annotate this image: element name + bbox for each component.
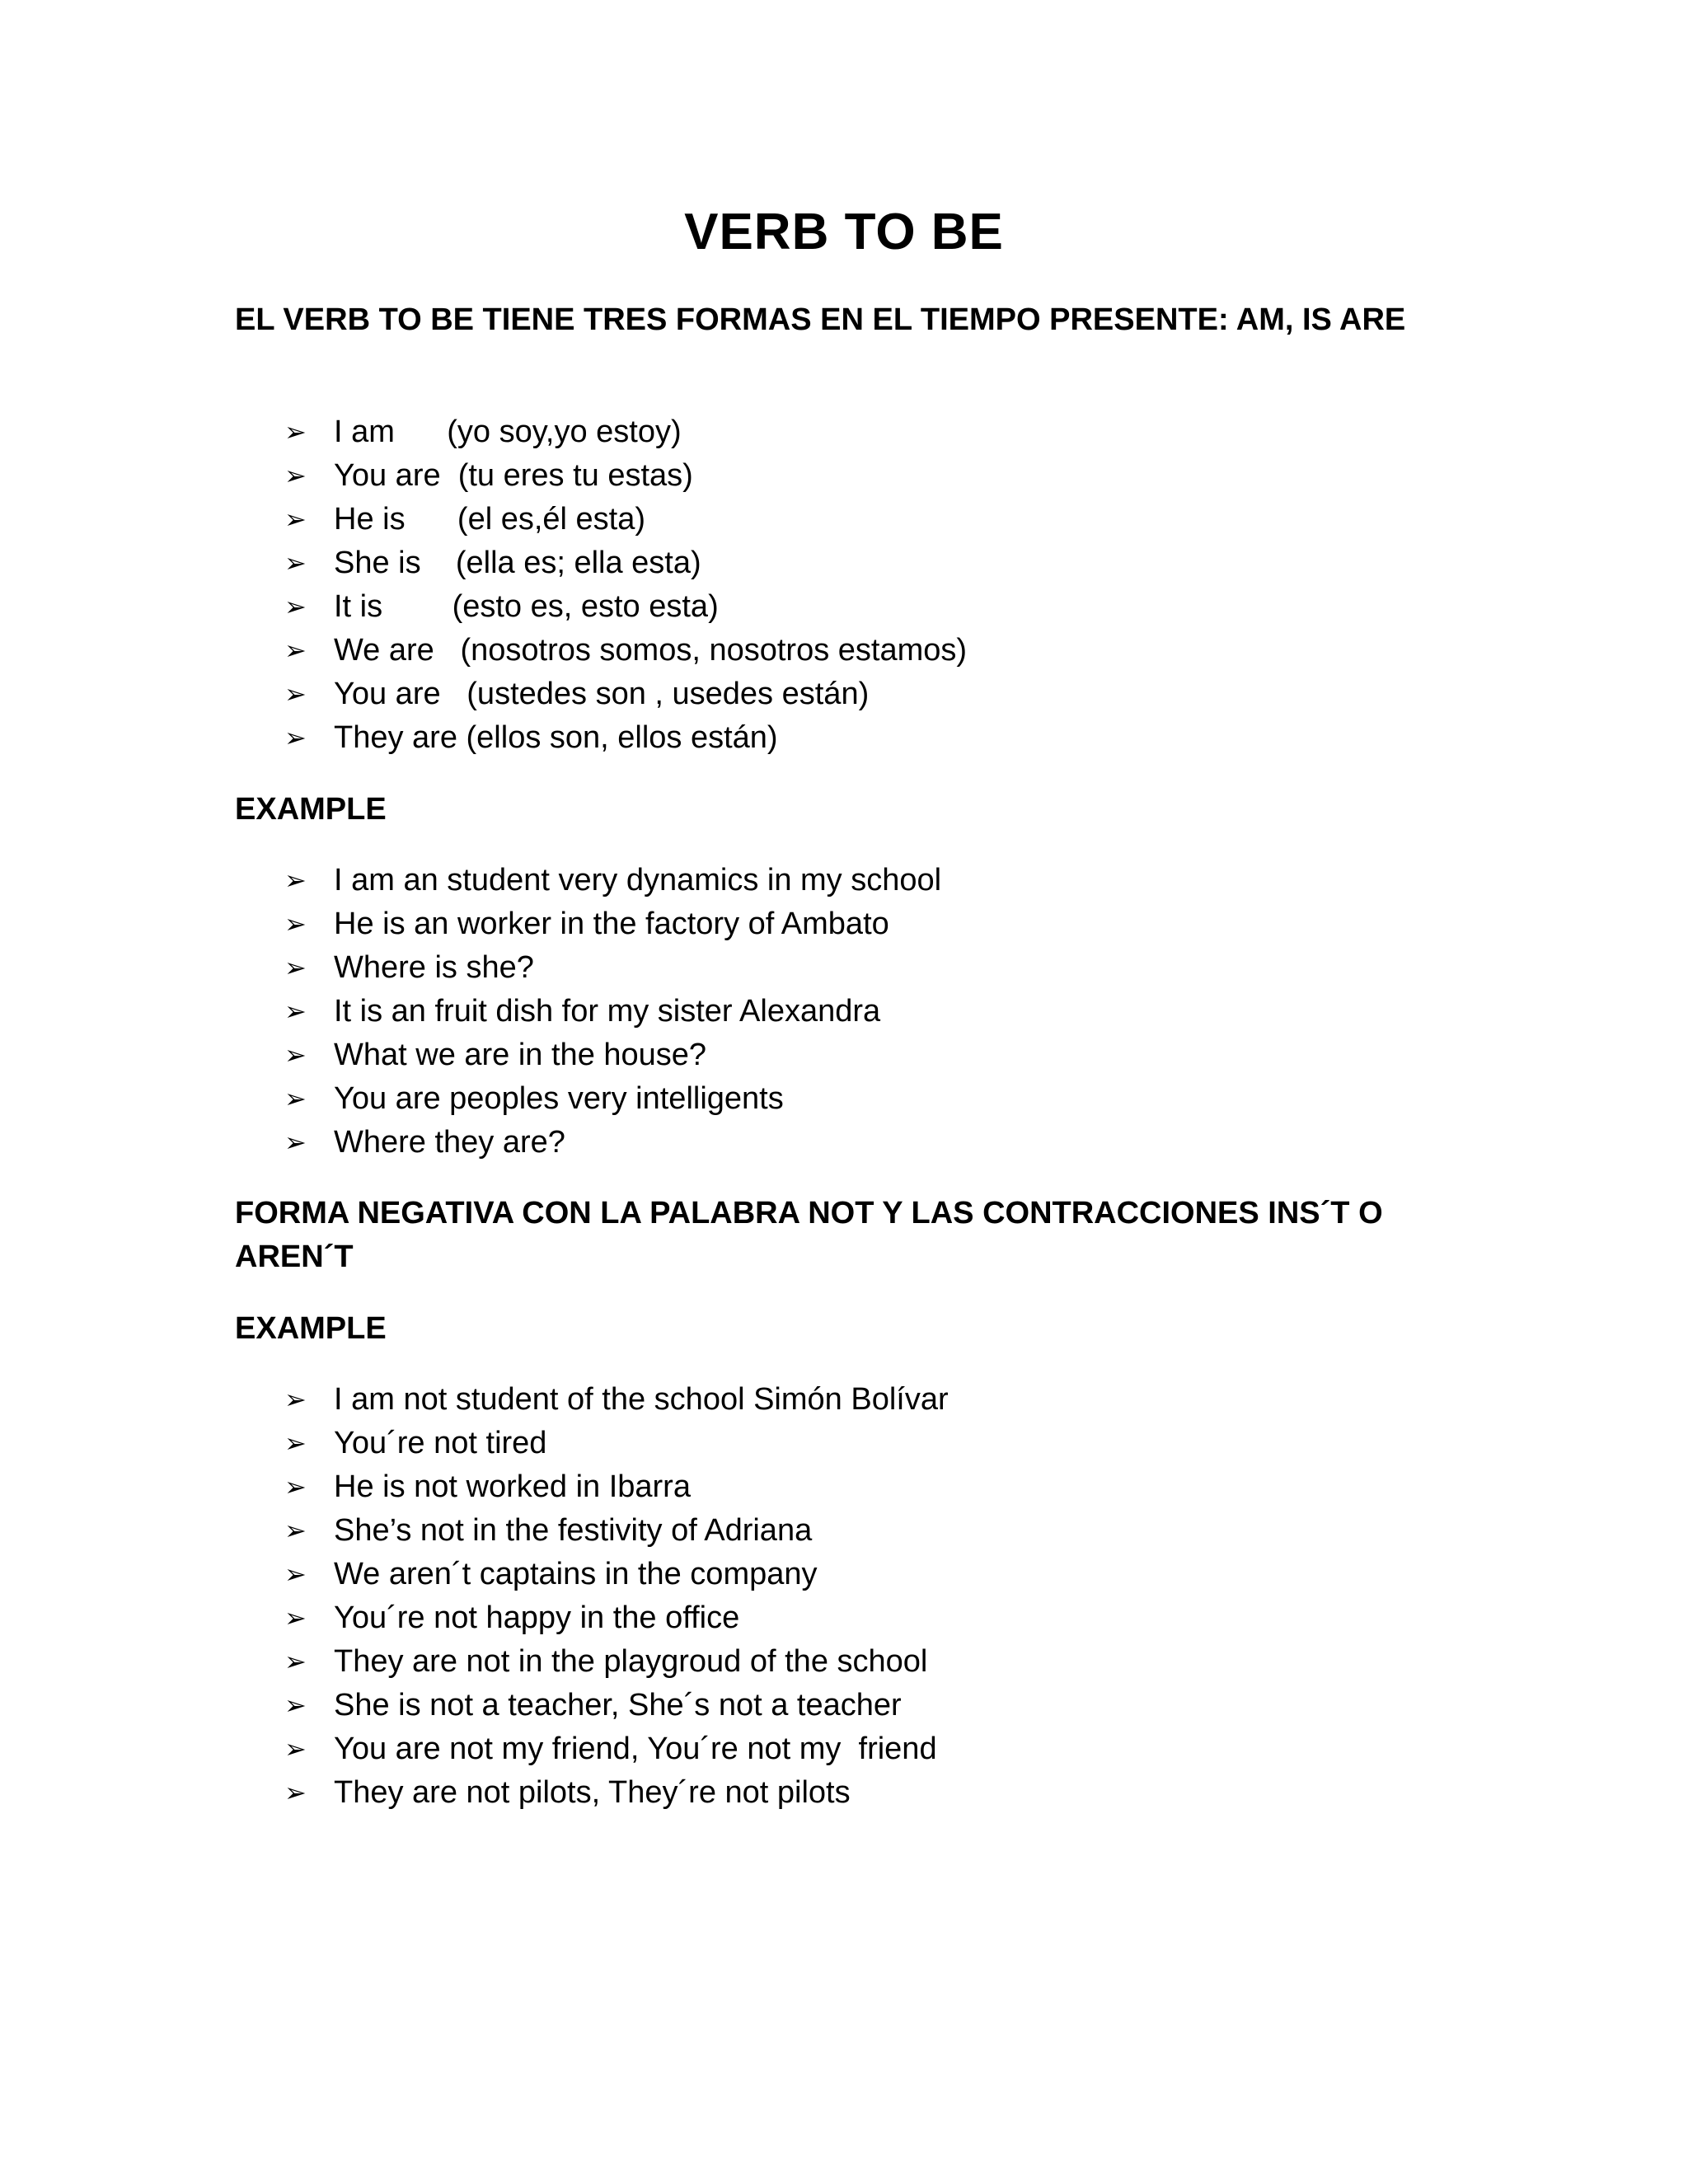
negative-form-heading: FORMA NEGATIVA CON LA PALABRA NOT Y LAS CONTRACCIONES INS´T O AREN´T [235, 1196, 1383, 1274]
arrow-bullet-icon: ➢ [284, 1127, 307, 1157]
arrow-bullet-icon: ➢ [284, 1385, 307, 1414]
list-item-text: I am an student very dynamics in my school [334, 863, 942, 898]
arrow-bullet-icon: ➢ [284, 723, 307, 752]
list-item-text: They are not in the playgroud of the school [334, 1644, 928, 1679]
arrow-bullet-icon: ➢ [284, 1647, 307, 1676]
arrow-bullet-icon: ➢ [284, 1084, 307, 1113]
intro-heading: EL VERB TO BE TIENE TRES FORMAS EN EL TIEMPO PRESENTE: AM, IS ARE [235, 302, 1406, 337]
example-heading-affirmative: EXAMPLE [235, 792, 387, 827]
list-item-text: You are (ustedes son , usedes están) [334, 677, 870, 711]
arrow-bullet-icon: ➢ [284, 461, 307, 490]
list-item-text: She’s not in the festivity of Adriana [334, 1513, 813, 1548]
example-heading-negative: EXAMPLE [235, 1311, 387, 1346]
arrow-bullet-icon: ➢ [284, 953, 307, 982]
arrow-bullet-icon: ➢ [284, 1472, 307, 1502]
list-item-text: I am not student of the school Simón Bolívar [334, 1382, 949, 1417]
list-item-text: I am (yo soy,yo estoy) [334, 415, 682, 449]
arrow-bullet-icon: ➢ [284, 909, 307, 939]
list-item-text: You´re not happy in the office [334, 1601, 740, 1635]
arrow-bullet-icon: ➢ [284, 417, 307, 447]
arrow-bullet-icon: ➢ [284, 1559, 307, 1589]
list-item-text: We aren´t captains in the company [334, 1557, 818, 1591]
list-item-text: You are not my friend, You´re not my friend [334, 1732, 937, 1766]
arrow-bullet-icon: ➢ [284, 1040, 307, 1070]
arrow-bullet-icon: ➢ [284, 865, 307, 895]
arrow-bullet-icon: ➢ [284, 679, 307, 709]
arrow-bullet-icon: ➢ [284, 548, 307, 578]
list-item-text: Where is she? [334, 950, 534, 985]
list-item-text: You are (tu eres tu estas) [334, 458, 693, 493]
arrow-bullet-icon: ➢ [284, 1734, 307, 1764]
list-item-text: She is not a teacher, She´s not a teacher [334, 1688, 902, 1722]
arrow-bullet-icon: ➢ [284, 1690, 307, 1720]
arrow-bullet-icon: ➢ [284, 1603, 307, 1633]
list-item-text: We are (nosotros somos, nosotros estamos) [334, 633, 968, 668]
arrow-bullet-icon: ➢ [284, 635, 307, 665]
arrow-bullet-icon: ➢ [284, 592, 307, 621]
arrow-bullet-icon: ➢ [284, 1516, 307, 1545]
list-item-text: What we are in the house? [334, 1038, 707, 1072]
list-item-text: It is (esto es, esto esta) [334, 589, 719, 624]
list-item-text: They are not pilots, They´re not pilots [334, 1775, 851, 1810]
list-item-text: Where they are? [334, 1125, 565, 1160]
arrow-bullet-icon: ➢ [284, 504, 307, 534]
list-item-text: She is (ella es; ella esta) [334, 546, 701, 580]
arrow-bullet-icon: ➢ [284, 1428, 307, 1458]
list-item-text: He is an worker in the factory of Ambato [334, 907, 889, 941]
list-item-text: You´re not tired [334, 1426, 547, 1460]
list-item-text: It is an fruit dish for my sister Alexandra [334, 994, 881, 1029]
page-title: VERB TO BE [684, 204, 1004, 260]
list-item-text: He is not worked in Ibarra [334, 1469, 691, 1504]
list-item-text: You are peoples very intelligents [334, 1081, 784, 1116]
list-item-text: They are (ellos son, ellos están) [334, 720, 778, 755]
arrow-bullet-icon: ➢ [284, 996, 307, 1026]
arrow-bullet-icon: ➢ [284, 1778, 307, 1807]
list-item-text: He is (el es,él esta) [334, 502, 646, 537]
